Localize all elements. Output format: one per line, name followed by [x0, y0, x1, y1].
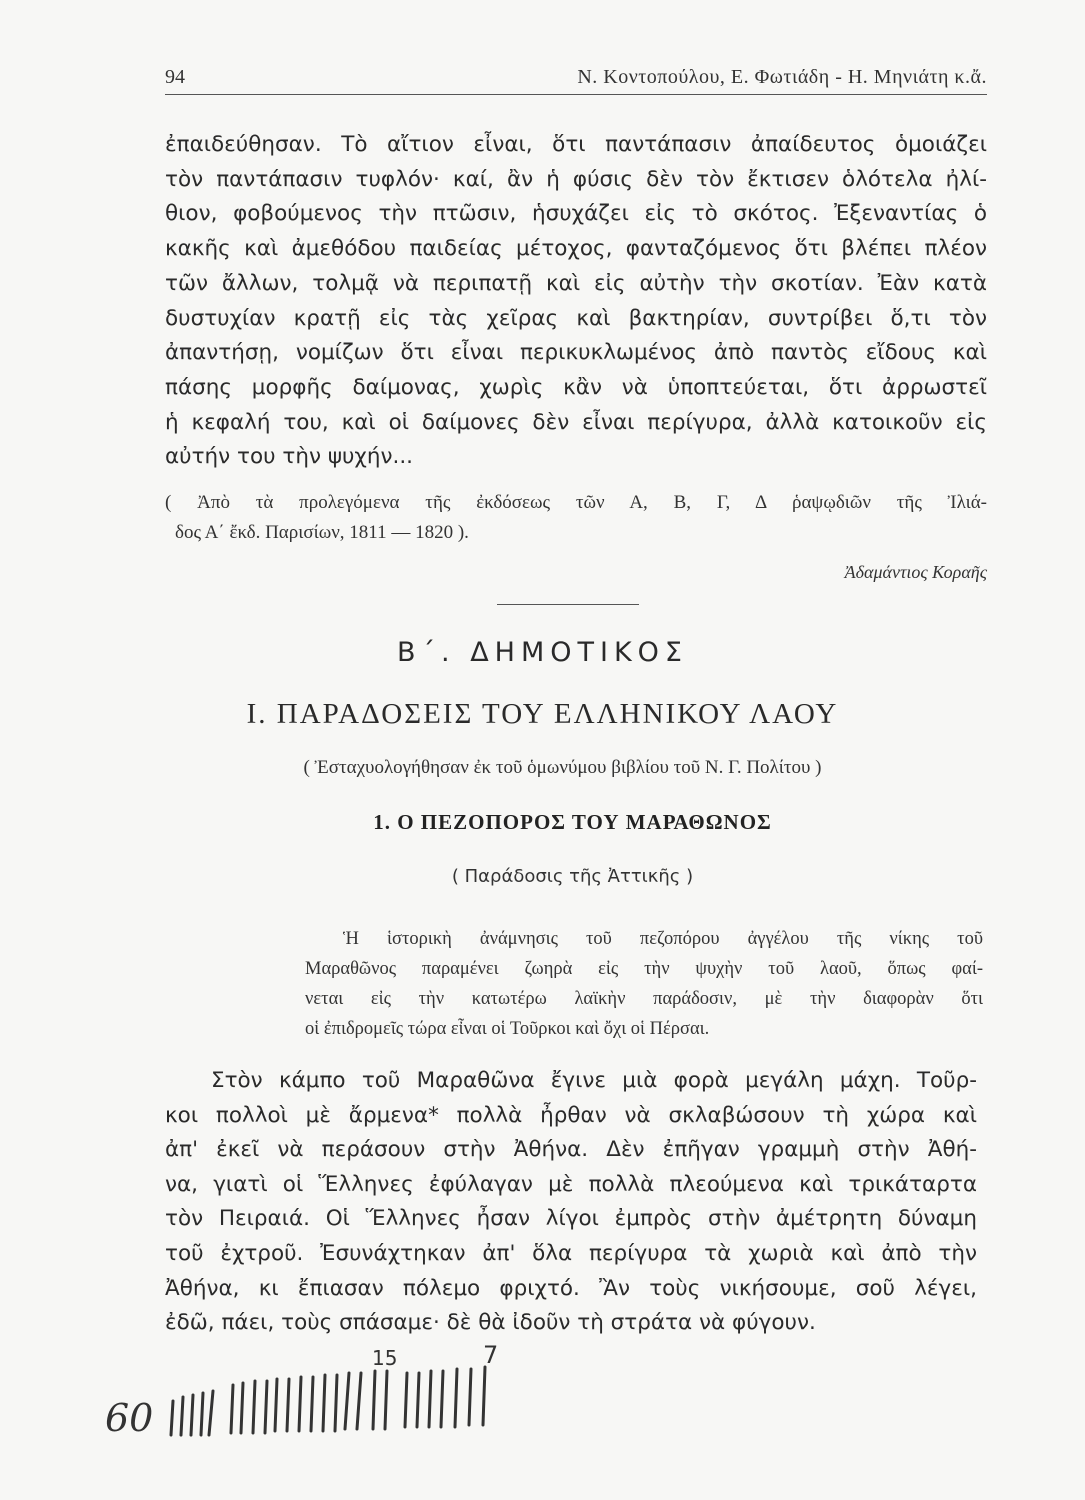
handwritten-count: 60: [105, 1396, 154, 1440]
intro-line: Μαραθῶνος παραμένει ζωηρὰ εἰς τὴν ψυχὴν τοῦ λαοῦ, ὅπως φαί-: [305, 959, 983, 979]
intro-line: νεται εἰς τὴν κατωτέρω λαϊκὴν παράδοσιν, μὲ τὴν διαφορὰν ὅτι: [305, 989, 983, 1009]
passage-line: δυστυχίαν κρατῇ εἰς τὰς χεῖρας καὶ βακτηρίαν, συντρίβει ὅ,τι τὸν: [165, 305, 987, 331]
citation-line: δος Α΄ ἔκδ. Παρισίων, 1811 — 1820 ).: [175, 522, 469, 543]
handwritten-tally-label-7: 7: [483, 1341, 499, 1369]
chapter-source: ( Ἐσταχυολογήθησαν ἐκ τοῦ ὁμωνύμου βιβλίου τοῦ Ν. Γ. Πολίτου ): [303, 757, 822, 778]
story-intro-note: [305, 924, 983, 1044]
handwritten-tally-label-15: 15: [372, 1346, 398, 1370]
passage-source-citation: [165, 488, 987, 548]
passage-line: πάσης μορφῆς δαίμονας, χωρὶς κἂν νὰ ὑποπτεύεται, ὅτι ἀρρωστεῖ: [165, 374, 987, 400]
passage-line: ἡ κεφαλή του, καὶ οἱ δαίμονες δὲν εἶναι περίγυρα, ἀλλὰ κατοικοῦν εἰς: [165, 409, 987, 435]
story-line: ἐδῶ, πάει, τοὺς σπάσαμε· δὲ θὰ ἰδοῦν τὴ στράτα νὰ φύγουν.: [165, 1310, 816, 1336]
running-head-authors: Ν. Κοντοπούλου, Ε. Φωτιάδη - Η. Μηνιάτη κ.ἄ.: [577, 66, 987, 88]
page-number: 94: [165, 66, 185, 88]
story-line: τοῦ ἐχτροῦ. Ἐσυνάχτηκαν ἀπ' ὅλα περίγυρα τὰ χωριὰ καὶ ἀπὸ τὴν: [165, 1240, 977, 1266]
handwritten-tally-marks: [105, 1335, 525, 1445]
passage-line: ἀπαντήσῃ, νομίζων ὅτι εἶναι περικυκλωμένος ἀπὸ παντὸς εἴδους καὶ: [165, 340, 987, 366]
passage-line: ἐπαιδεύθησαν. Τὸ αἴτιον εἶναι, ὅτι παντάπασιν ἀπαίδευτος ὁμοιάζει: [165, 132, 987, 157]
story-line: να, γιατὶ οἱ Ἕλληνες ἐφύλαγαν μὲ πολλὰ πλεούμενα καὶ τρικάταρτα: [165, 1171, 977, 1197]
passage-line: τὸν παντάπασιν τυφλόν· καί, ἂν ἡ φύσις δὲν τὸν ἔκτισεν ὁλότελα ἠλί-: [165, 166, 987, 192]
story-line: Ἀθήνα, κι ἔπιασαν πόλεμο φριχτό. Ἂν τοὺς νικήσουμε, σοῦ λέγει,: [165, 1275, 977, 1301]
story-origin: ( Παράδοσις τῆς Ἀττικῆς ): [451, 866, 694, 887]
author-signature: Ἀδαμάντιος Κοραῆς: [844, 562, 987, 582]
intro-line: Ἡ ἱστορικὴ ἀνάμνησις τοῦ πεζοπόρου ἀγγέλου τῆς νίκης τοῦ: [343, 929, 983, 949]
intro-line: οἱ ἐπιδρομεῖς τώρα εἶναι οἱ Τοῦρκοι καὶ ὄχι οἱ Πέρσαι.: [305, 1019, 710, 1039]
passage-line: τῶν ἄλλων, τολμᾷ νὰ περιπατῇ καὶ εἰς αὐτὴν τὴν σκοτίαν. Ἐὰν κατὰ: [165, 270, 987, 296]
citation-line: ( Ἀπὸ τὰ προλεγόμενα τῆς ἐκδόσεως τῶν Α, Β, Γ, Δ ῥαψῳδιῶν τῆς Ἰλιά-: [165, 492, 987, 513]
chapter-heading: Ι. ΠΑΡΑΔΟΣΕΙΣ ΤΟΥ ΕΛΛΗΝΙΚΟΥ ΛΑΟΥ: [246, 698, 839, 730]
story-line: τὸν Πειραιά. Οἱ Ἕλληνες ἦσαν λίγοι ἐμπρὸς στὴν ἀμέτρητη δύναμη: [165, 1206, 977, 1232]
passage-line: κακῆς καὶ ἀμεθόδου παιδείας μέτοχος, φανταζόμενος ὅτι βλέπει πλέον: [165, 236, 987, 262]
tally-strokes: [171, 1367, 485, 1435]
korais-passage: [165, 128, 987, 475]
passage-line: θιον, φοβούμενος τὴν πτῶσιν, ἡσυχάζει εἰς τὸ σκότος. Ἐξεναντίας ὁ: [165, 201, 987, 227]
section-heading: Β΄. ΔΗΜΟΤΙΚΟΣ: [397, 637, 688, 668]
story-line: Στὸν κάμπο τοῦ Μαραθῶνα ἔγινε μιὰ φορὰ μεγάλη μάχη. Τοῦρ-: [211, 1068, 977, 1093]
section-divider: [497, 604, 639, 605]
story-line: ἀπ' ἐκεῖ νὰ περάσουν στὴν Ἀθήνα. Δὲν ἐπῆγαν γραμμὴ στὴν Ἀθή-: [165, 1137, 977, 1163]
passage-line: αὐτήν του τὴν ψυχήν...: [165, 444, 413, 470]
story-line: κοι πολλοὶ μὲ ἄρμενα* πολλὰ ἦρθαν νὰ σκλαβώσουν τὴ χώρα καὶ: [165, 1102, 977, 1128]
running-head: [165, 60, 987, 95]
story-text: [165, 1064, 977, 1341]
story-title: 1. Ο ΠΕΖΟΠΟΡΟΣ ΤΟΥ ΜΑΡΑΘΩΝΟΣ: [373, 810, 772, 834]
